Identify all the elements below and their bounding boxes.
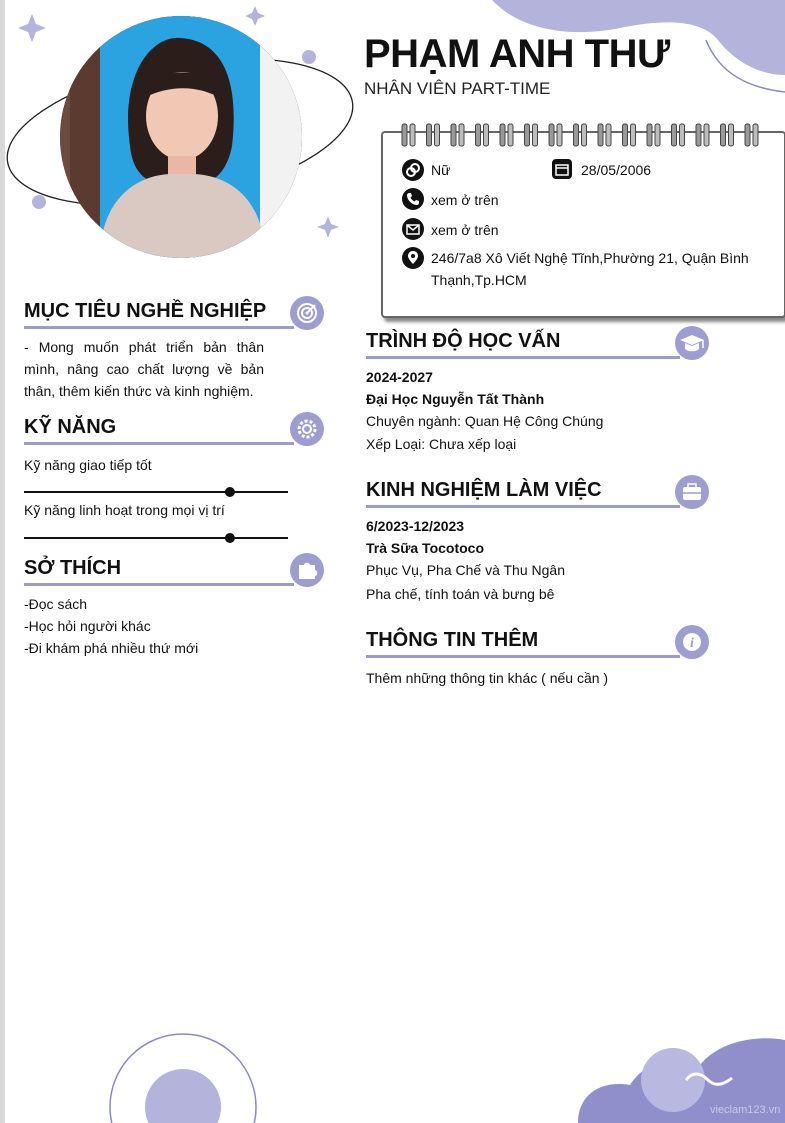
spiral-ring [427, 124, 432, 146]
extra-info-text: Thêm những thông tin khác ( nếu cần ) [366, 670, 609, 686]
experience-company: Trà Sữa Tocotoco [366, 540, 485, 556]
spiral-ring [655, 124, 660, 146]
spiral-ring [508, 124, 513, 146]
address-line-2: Thạnh,Tp.HCM [431, 272, 527, 288]
candidate-name: PHẠM ANH THƯ [364, 32, 670, 76]
spiral-ring [623, 124, 628, 146]
spiral-ring [476, 124, 481, 146]
orbit-dot [32, 195, 46, 209]
education-school: Đại Học Nguyễn Tất Thành [366, 391, 545, 407]
spiral-ring [402, 124, 407, 146]
puzzle-icon [290, 553, 324, 587]
spiral-ring [574, 124, 579, 146]
gear-icon [290, 412, 324, 446]
experience-period: 6/2023-12/2023 [366, 518, 465, 534]
extra-info-underline [366, 655, 680, 658]
notebook-spiral [396, 122, 776, 150]
bottom-disc [145, 1069, 221, 1123]
spiral-ring [410, 124, 415, 146]
sparkle-icon [317, 216, 339, 238]
objective-line-2: mình, nâng cao chất lượng về bản [24, 361, 264, 377]
skills-title: KỸ NĂNG [24, 416, 117, 438]
gender-value: Nữ [431, 162, 451, 178]
hobby-item-2: -Học hỏi người khác [24, 618, 151, 634]
spiral-ring [500, 124, 505, 146]
sparkle-icon [245, 6, 265, 26]
spiral-ring [533, 124, 538, 146]
spiral-ring [696, 124, 701, 146]
spiral-ring [704, 124, 709, 146]
skill-level-dot [225, 487, 235, 497]
address-line-1: 246/7a8 Xô Viết Nghệ Tĩnh,Phường 21, Quận Bình [431, 250, 749, 266]
spiral-ring [729, 124, 734, 146]
target-icon [290, 296, 324, 330]
email-value: xem ở trên [431, 222, 499, 238]
spiral-ring [721, 124, 726, 146]
info-icon [675, 625, 709, 659]
avatar [60, 16, 302, 258]
spiral-ring [525, 124, 530, 146]
email-icon [402, 218, 424, 240]
spiral-ring [459, 124, 464, 146]
spiral-ring [631, 124, 636, 146]
phone-icon [402, 188, 424, 210]
spiral-ring [606, 124, 611, 146]
experience-line-2: Pha chế, tính toán và bưng bê [366, 586, 555, 602]
hobbies-underline [24, 583, 294, 586]
education-underline [366, 356, 680, 359]
skill-bar-2 [24, 532, 288, 544]
spiral-ring [557, 124, 562, 146]
job-title: NHÂN VIÊN PART-TIME [364, 79, 551, 98]
objective-underline [24, 326, 294, 329]
hobby-item-3: -Đi khám phá nhiều thứ mới [24, 640, 199, 656]
spiral-ring [647, 124, 652, 146]
skill-bar-1 [24, 486, 288, 498]
education-major: Chuyên ngành: Quan Hệ Công Chúng [366, 413, 604, 429]
skill-level-dot [225, 533, 235, 543]
sparkle-icon [18, 14, 46, 42]
hobbies-title: SỞ THÍCH [24, 557, 122, 579]
education-title: TRÌNH ĐỘ HỌC VẤN [366, 330, 561, 352]
phone-value: xem ở trên [431, 192, 499, 208]
spiral-ring [745, 124, 750, 146]
watermark: vieclam123.vn [710, 1104, 781, 1116]
spiral-ring [582, 124, 587, 146]
spiral-ring [484, 124, 489, 146]
experience-line-1: Phục Vụ, Pha Chế và Thu Ngân [366, 562, 565, 578]
avatar-photo [60, 16, 302, 258]
education-period: 2024-2027 [366, 369, 433, 385]
spiral-ring [672, 124, 677, 146]
objective-line-1: - Mong muốn phát triển bản thân [24, 339, 264, 355]
spiral-ring [435, 124, 440, 146]
briefcase-icon [675, 475, 709, 509]
gender-icon [402, 159, 424, 181]
graduation-cap-icon [675, 326, 709, 360]
hobby-item-1: -Đọc sách [24, 596, 88, 612]
objective-title: MỤC TIÊU NGHỀ NGHIỆP [24, 300, 267, 322]
spiral-ring [680, 124, 685, 146]
spiral-ring [598, 124, 603, 146]
location-pin-icon [402, 247, 424, 269]
education-rank: Xếp Loại: Chưa xếp loại [366, 436, 517, 452]
experience-underline [366, 505, 680, 508]
bottom-cloud-bubble [641, 1048, 705, 1112]
birthday-value: 28/05/2006 [581, 162, 652, 178]
skill-label-2: Kỹ năng linh hoạt trong mọi vị trí [24, 502, 225, 518]
svg-text:i: i [690, 636, 694, 651]
skill-label-1: Kỹ năng giao tiếp tốt [24, 457, 152, 473]
spiral-ring [451, 124, 456, 146]
experience-title: KINH NGHIỆM LÀM VIỆC [366, 479, 602, 501]
orbit-dot [302, 50, 316, 64]
spiral-ring [549, 124, 554, 146]
skills-underline [24, 442, 294, 445]
calendar-icon [552, 159, 572, 179]
spiral-ring [753, 124, 758, 146]
objective-line-3: thân, thêm kiến thức và kinh nghiệm. [24, 383, 254, 399]
extra-info-title: THÔNG TIN THÊM [366, 629, 539, 651]
